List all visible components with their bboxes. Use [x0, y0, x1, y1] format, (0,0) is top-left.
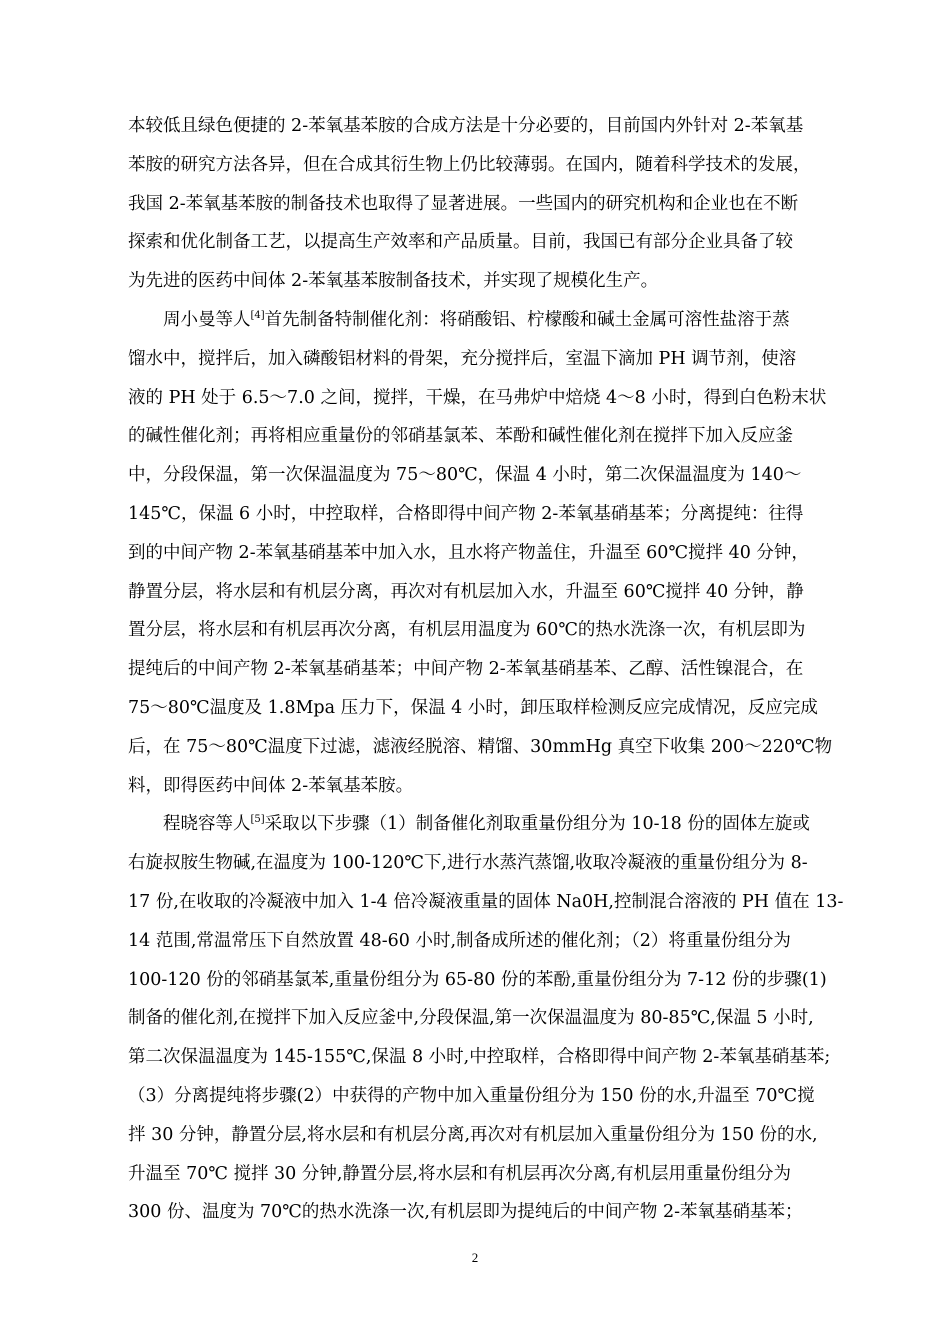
text-line: 的碱性催化剂；再将相应重量份的邻硝基氯苯、苯酚和碱性催化剂在搅拌下加入反应釜: [128, 426, 793, 447]
text-line: 馏水中，搅拌后，加入磷酸铝材料的骨架，充分搅拌后，室温下滴加 PH 调节剂，使溶: [128, 348, 797, 369]
text-line: 后，在 75～80℃温度下过滤，滤液经脱溶、精馏、30mmHg 真空下收集 200～220℃物: [128, 736, 833, 757]
text-line: 到的中间产物 2-苯氧基硝基苯中加入水，且水将产物盖住，升温至 60℃搅拌 40 分钟，: [128, 542, 809, 563]
text-line: 145℃，保温 6 小时，中控取样，合格即得中间产物 2-苯氧基硝基苯；分离提纯：往得: [128, 503, 804, 524]
text-line: 静置分层，将水层和有机层分离，再次对有机层加入水，升温至 60℃搅拌 40 分钟，静: [128, 581, 804, 602]
text-line: 中，分段保温，第一次保温温度为 75～80℃，保温 4 小时，第二次保温温度为 140～: [128, 465, 802, 486]
text-line: 制备的催化剂,在搅拌下加入反应釜中,分段保温,第一次保温温度为 80-85℃,保温 5 小时,: [128, 1008, 814, 1029]
text-line: 我国 2-苯氧基苯胺的制备技术也取得了显著进展。一些国内的研究机构和企业也在不断: [128, 193, 799, 214]
text-line: 右旋叔胺生物碱,在温度为 100-120℃下,进行水蒸汽蒸馏,收取冷凝液的重量份组分为 8-: [128, 853, 808, 874]
text-line: 100-120 份的邻硝基氯苯,重量份组分为 65-80 份的苯酚,重量份组分为 7-12 份的步骤(1): [128, 969, 827, 990]
text-line: （3）分离提纯将步骤(2）中获得的产物中加入重量份组分为 150 份的水,升温至 70℃搅: [128, 1085, 815, 1106]
text-line: 探索和优化制备工艺，以提高生产效率和产品质量。目前，我国已有部分企业具备了较: [128, 232, 793, 253]
text-line: [128, 805, 858, 844]
text-line: [128, 301, 858, 340]
text-line: 14 范围,常温常压下自然放置 48-60 小时,制备成所述的催化剂；（2）将重量份组分为: [128, 930, 791, 951]
text-line: 75～80℃温度及 1.8Mpa 压力下，保温 4 小时，卸压取样检测反应完成情况，反应完成: [128, 697, 818, 718]
paragraph-p3: [128, 805, 858, 1232]
paragraph-p2: [128, 301, 858, 805]
citation-ref: [4]: [250, 310, 265, 322]
text-line: 拌 30 分钟，静置分层,将水层和有机层分离,再次对有机层加入重量份组分为 150 份的水,: [128, 1124, 818, 1145]
author-text: 程晓容等人: [163, 814, 251, 835]
text-line: 料，即得医药中间体 2-苯氧基苯胺。: [128, 775, 414, 796]
page-number: 2: [471, 1250, 479, 1265]
text-line: 苯胺的研究方法各异，但在合成其衍生物上仍比较薄弱。在国内，随着科学技术的发展，: [128, 154, 811, 175]
text-line: 提纯后的中间产物 2-苯氧基硝基苯；中间产物 2-苯氧基硝基苯、乙醇、活性镍混合，在: [128, 659, 804, 680]
text-line: 第二次保温温度为 145-155℃,保温 8 小时,中控取样，合格即得中间产物 2-苯氧基硝基苯;: [128, 1047, 831, 1068]
text-line: 17 份,在收取的冷凝液中加入 1-4 倍冷凝液重量的固体 Na0H,控制混合溶液的 PH 值在 13-: [128, 891, 844, 912]
text-line: 置分层，将水层和有机层再次分离，有机层用温度为 60℃的热水洗涤一次，有机层即为: [128, 620, 806, 641]
body-text: [128, 107, 858, 1232]
text-line: 液的 PH 处于 6.5～7.0 之间，搅拌，干燥，在马弗炉中焙烧 4～8 小时，得到白色粉末状: [128, 387, 827, 408]
text-line: 升温至 70℃ 搅拌 30 分钟,静置分层,将水层和有机层再次分离,有机层用重量份组分为: [128, 1163, 792, 1184]
citation-ref: [5]: [250, 814, 265, 826]
author-text: 周小曼等人: [163, 309, 251, 330]
paragraph-p1: [128, 107, 858, 301]
text-line: 300 份、温度为 70℃的热水洗涤一次,有机层即为提纯后的中间产物 2-苯氧基硝基苯；: [128, 1202, 803, 1223]
line-continuation: 采取以下步骤（1）制备催化剂取重量份组分为 10-18 份的固体左旋或: [264, 814, 810, 835]
line-continuation: 首先制备特制催化剂：将硝酸铝、柠檬酸和碱土金属可溶性盐溶于蒸: [264, 309, 790, 330]
text-line: 本较低且绿色便捷的 2-苯氧基苯胺的合成方法是十分必要的，目前国内外针对 2-苯氧基: [128, 116, 804, 136]
text-line: 为先进的医药中间体 2-苯氧基苯胺制备技术，并实现了规模化生产。: [128, 271, 659, 292]
